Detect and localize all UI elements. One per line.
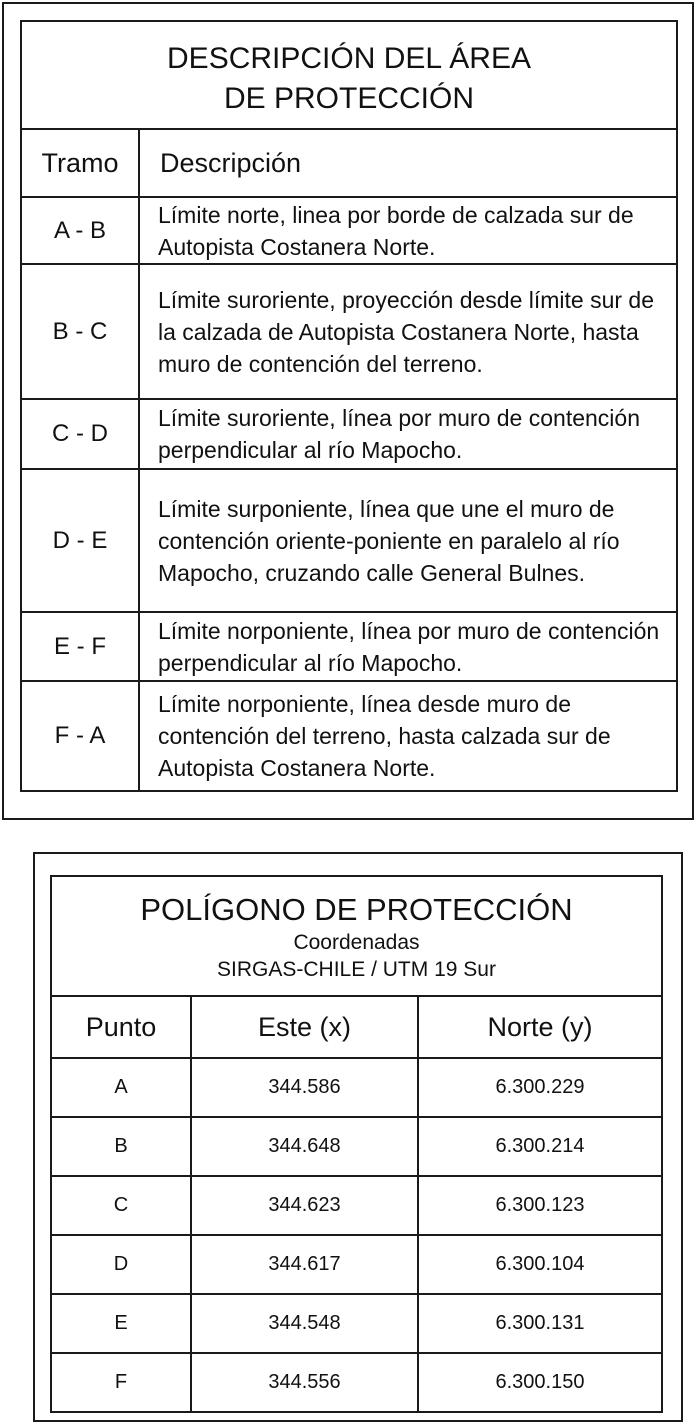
table-row: [21, 399, 677, 469]
norte-cell: 6.300.214: [418, 1117, 662, 1176]
punto-cell: B: [51, 1117, 191, 1176]
tramo-cell: A - B: [21, 197, 139, 264]
table-row: [51, 1353, 662, 1412]
norte-cell: 6.300.229: [418, 1058, 662, 1117]
este-cell: 344.586: [191, 1058, 418, 1117]
description-table: [20, 20, 678, 792]
tramo-cell: E - F: [21, 612, 139, 681]
description-cell: Límite norponiente, línea por muro de contención perpendicular al río Mapocho.: [139, 612, 677, 681]
description-cell: Límite norponiente, línea desde muro de contención del terreno, hasta calzada sur de Autopista Costanera Norte.: [139, 681, 677, 791]
table-row: [51, 1058, 662, 1117]
table-row: [21, 469, 677, 612]
description-table-title: [21, 21, 677, 129]
polygon-title: POLÍGONO DE PROTECCIÓN: [140, 892, 573, 927]
header-norte: Norte (y): [418, 996, 662, 1058]
datum-label: SIRGAS-CHILE / UTM 19 Sur: [217, 958, 496, 981]
header-tramo: Tramo: [21, 129, 139, 197]
polygon-table: [50, 875, 663, 1413]
punto-cell: D: [51, 1235, 191, 1294]
table-row: [21, 612, 677, 681]
description-cell: Límite surponiente, línea que une el muro de contención oriente-poniente en paralelo al río Mapocho, cruzando calle General Bulnes.: [139, 469, 677, 612]
table-row: [21, 197, 677, 264]
norte-cell: 6.300.150: [418, 1353, 662, 1412]
table-row: [51, 1176, 662, 1235]
table-row: [51, 1294, 662, 1353]
tramo-cell: B - C: [21, 264, 139, 399]
description-cell: Límite norte, linea por borde de calzada sur de Autopista Costanera Norte.: [139, 197, 677, 264]
punto-cell: C: [51, 1176, 191, 1235]
tramo-cell: C - D: [21, 399, 139, 469]
este-cell: 344.548: [191, 1294, 418, 1353]
este-cell: 344.623: [191, 1176, 418, 1235]
title-line-1: DESCRIPCIÓN DEL ÁREA: [167, 42, 531, 75]
norte-cell: 6.300.104: [418, 1235, 662, 1294]
header-este: Este (x): [191, 996, 418, 1058]
este-cell: 344.648: [191, 1117, 418, 1176]
tramo-cell: D - E: [21, 469, 139, 612]
punto-cell: E: [51, 1294, 191, 1353]
este-cell: 344.556: [191, 1353, 418, 1412]
header-descripcion: Descripción: [139, 129, 677, 197]
table-row: [21, 264, 677, 399]
header-punto: Punto: [51, 996, 191, 1058]
coordinates-label: Coordenadas: [293, 931, 420, 954]
description-cell: Límite suroriente, línea por muro de contención perpendicular al río Mapocho.: [139, 399, 677, 469]
title-line-2: DE PROTECCIÓN: [223, 82, 475, 115]
table-row: [51, 1235, 662, 1294]
punto-cell: F: [51, 1353, 191, 1412]
tramo-cell: F - A: [21, 681, 139, 791]
punto-cell: A: [51, 1058, 191, 1117]
norte-cell: 6.300.131: [418, 1294, 662, 1353]
norte-cell: 6.300.123: [418, 1176, 662, 1235]
este-cell: 344.617: [191, 1235, 418, 1294]
table-row: [21, 681, 677, 791]
description-cell: Límite suroriente, proyección desde límite sur de la calzada de Autopista Costanera Norte, hasta muro de contención del terreno.: [139, 264, 677, 399]
polygon-table-title: [51, 876, 662, 996]
table-row: [51, 1117, 662, 1176]
